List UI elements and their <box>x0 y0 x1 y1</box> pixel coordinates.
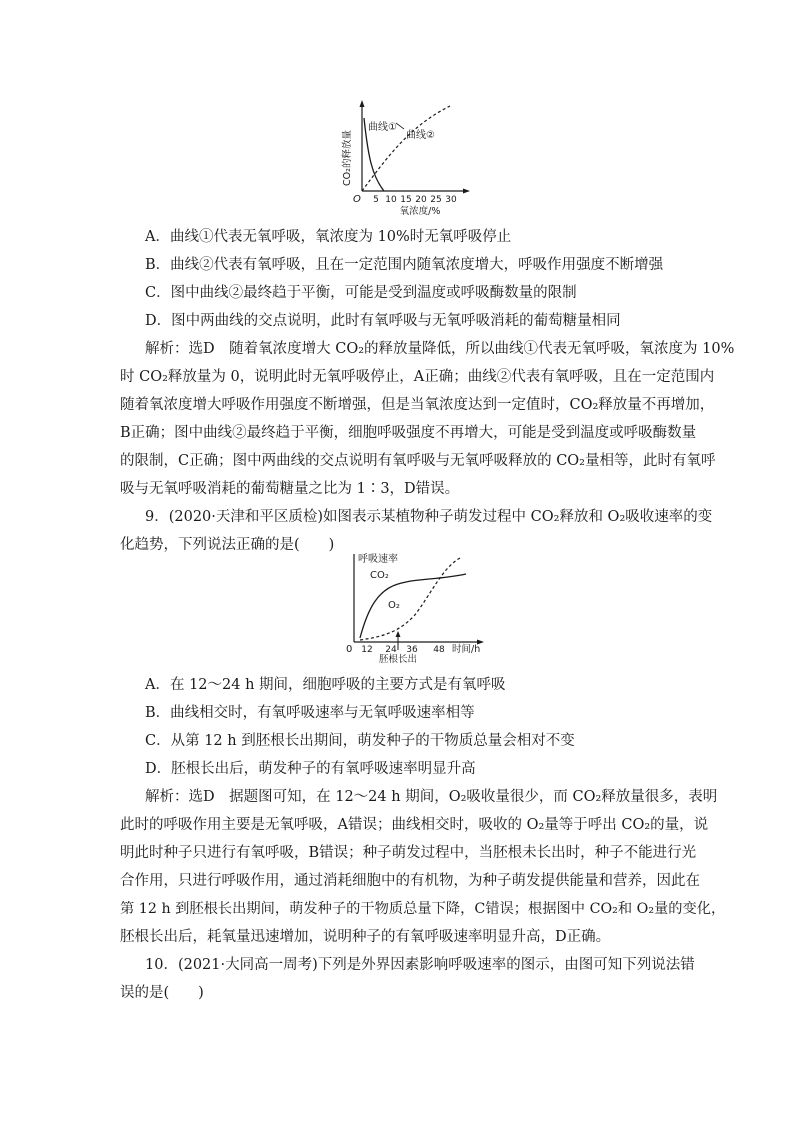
curve-2-leader <box>396 123 404 129</box>
q9-option-d: D．胚根长出后，萌发种子的有氧呼吸速率明显升高 <box>145 761 476 777</box>
q8-analysis-line: 随着氧浓度增大呼吸作用强度不断增强，但是当氧浓度达到一定值时，CO₂释放量不再增加， <box>120 397 715 413</box>
q8-analysis-line: 解析：选D 随着氧浓度增大 CO₂的释放量降低，所以曲线①代表无氧呼吸，氧浓度为 10% <box>145 341 735 357</box>
q9-stem: 9．(2020·天津和平区质检)如图表示某植物种子萌发过程中 CO₂释放和 O₂吸收速率的变 <box>145 509 713 525</box>
co2-label: CO₂ <box>370 570 389 581</box>
x-axis-arrow <box>463 189 470 194</box>
figure-germination-svg <box>338 548 488 664</box>
x-tick: 5 <box>373 195 379 205</box>
q8-option-a: A．曲线①代表无氧呼吸，氧浓度为 10%时无氧呼吸停止 <box>145 229 512 245</box>
q9-option-a: A．在 12～24 h 期间，细胞呼吸的主要方式是有氧呼吸 <box>145 677 506 693</box>
x-tick: 24 <box>385 645 397 655</box>
x-axis-label: 时间/h <box>452 644 481 655</box>
q8-option-b: B．曲线②代表有氧呼吸，且在一定范围内随氧浓度增大，呼吸作用强度不断增强 <box>145 257 664 273</box>
q9-analysis-line: 胚根长出后，耗氧量迅速增加，说明种子的有氧呼吸速率明显升高，D正确。 <box>120 929 611 945</box>
q9-option-c: C．从第 12 h 到胚根长出期间，萌发种子的干物质总量会相对不变 <box>145 733 575 749</box>
x-tick: 12 <box>361 645 373 655</box>
x-tick: 48 <box>433 645 445 655</box>
radicle-arrowhead <box>396 631 401 637</box>
co2-curve <box>360 574 466 638</box>
figure-germination-rates <box>338 548 488 664</box>
q8-analysis-line: 吸与无氧呼吸消耗的葡萄糖量之比为 1∶3，D错误。 <box>120 481 460 497</box>
q9-stem: 化趋势，下列说法正确的是( ) <box>120 537 335 553</box>
q8-option-d: D．图中两曲线的交点说明，此时有氧呼吸与无氧呼吸消耗的葡萄糖量相同 <box>145 313 621 329</box>
q10-stem: 误的是( ) <box>120 985 204 1001</box>
figure-oxygen-co2-svg <box>340 96 480 216</box>
o2-label: O₂ <box>388 600 400 611</box>
x-tick: 36 <box>406 645 418 655</box>
x-tick: 10 <box>385 195 397 205</box>
x-axis-label: 氧浓度/% <box>399 206 441 216</box>
x-tick: 15 <box>400 195 412 205</box>
x-tick: 30 <box>445 195 457 205</box>
q8-analysis-line: 时 CO₂释放量为 0，说明此时无氧呼吸停止，A正确；曲线②代表有氧呼吸，且在一定范围内 <box>120 369 715 385</box>
q9-analysis-line: 第 12 h 到胚根长出期间，萌发种子的干物质总量下降，C错误；根据图中 CO₂和 O₂量的变化， <box>120 901 726 917</box>
q8-analysis-line: B正确；图中曲线②最终趋于平衡，细胞呼吸强度不再增大，可能是受到温度或呼吸酶数量 <box>120 425 697 441</box>
curve-2 <box>362 106 450 191</box>
y-axis-label: 呼吸速率 <box>358 554 398 565</box>
x-tick: 25 <box>430 195 442 205</box>
q10-stem: 10．(2021·大同高一周考)下列是外界因素影响呼吸速率的图示，由图可知下列说法错 <box>145 957 695 973</box>
y-axis-arrow <box>360 100 365 107</box>
q9-analysis-line: 此时的呼吸作用主要是无氧呼吸，A错误；曲线相交时，吸收的 O₂量等于呼出 CO₂的量，说 <box>120 817 709 833</box>
curve-2-label: 曲线② <box>406 130 435 141</box>
origin-label: 0 <box>346 644 353 655</box>
x-tick: 20 <box>415 195 427 205</box>
q9-analysis-line: 明此时种子只进行有氧呼吸，B错误；种子萌发过程中，当胚根未长出时，种子不能进行光 <box>120 845 697 861</box>
q8-analysis-line: 的限制，C正确；图中两曲线的交点说明有氧呼吸与无氧呼吸释放的 CO₂量相等，此时有氧呼 <box>120 453 716 469</box>
q9-option-b: B．曲线相交时，有氧呼吸速率与无氧呼吸速率相等 <box>145 705 475 721</box>
radicle-label: 胚根长出 <box>378 654 418 664</box>
q9-analysis-line: 合作用，只进行呼吸作用，通过消耗细胞中的有机物，为种子萌发提供能量和营养，因此在 <box>120 873 700 889</box>
q8-option-c: C．图中曲线②最终趋于平衡，可能是受到温度或呼吸酶数量的限制 <box>145 285 577 301</box>
origin-label: O <box>353 194 361 205</box>
figure-oxygen-co2 <box>340 96 480 216</box>
y-axis-label: CO₂的释放量 <box>342 130 353 186</box>
curve-1-label: 曲线① <box>368 122 397 133</box>
q9-analysis-line: 解析：选D 据题图可知，在 12～24 h 期间，O₂吸收量很少，而 CO₂释放量很多，表明 <box>145 789 718 805</box>
